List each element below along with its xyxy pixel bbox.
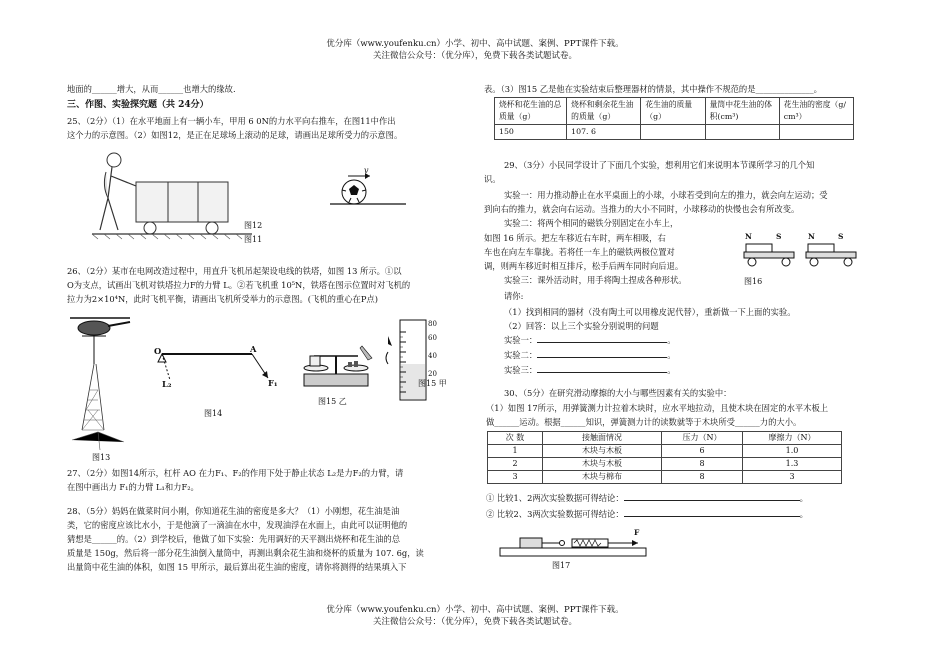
friction-header-surface: 接触面情况 (543, 432, 662, 445)
density-cell-density[interactable] (779, 125, 853, 140)
answer-exp1-label: 实验一： (504, 335, 538, 345)
fig16-caption: 图16 (744, 277, 763, 286)
q28-line-4: 质量是 150g，然后将一部分花生油倒入量筒中，再测出剩余花生油和烧杯的质量为 107. 6g，读 (67, 548, 424, 558)
exp1-line-2: 到向右的推力，就会向右运动。当推力的大小不同时，小球移动的快慢也会有所改变。 (484, 204, 800, 214)
footer-line-1: 优分库（www.youfenku.cn）小学、初中、高中试题、案例、PPT课件下载。 (326, 605, 624, 615)
answer-exp3-blank[interactable] (537, 363, 667, 373)
q27-line-2: 在图中画出力 F₁的力臂 L₁和力F₂。 (67, 482, 199, 492)
compare-1-row: ① 比较1、2两次实验数据可得结论： 。 (486, 493, 808, 503)
cylinder-tick-60: 60 (428, 334, 437, 342)
q28-line-3: 猜想是______的。（2）到学校后，他做了如下实验：先用调好的天平测出烧杯和花生油的总 (67, 534, 401, 544)
q26-line-2: O为支点，试画出飞机对铁塔拉力F的力臂 L。②若飞机重 10⁵N，铁塔在图示位置时对飞机的 (67, 280, 411, 290)
answer-exp2-label: 实验二： (504, 350, 538, 360)
q25-line-1: 25、（2分）（1）在水平地面上有一辆小车，甲用 6 0N的力水平向右推车，在图11中作出 (67, 116, 396, 126)
q29-line-2: 识。 (484, 174, 501, 184)
ask-line: 请你: (504, 291, 524, 301)
ball-velocity-label: v (364, 166, 369, 175)
friction-cell: 3 (488, 471, 543, 484)
friction-cell: 木块与棉布 (543, 471, 662, 484)
friction-cell: 木块与木板 (543, 445, 662, 458)
figure-16-magnet-carts (740, 232, 870, 276)
answer-exp3-label: 实验三： (504, 365, 538, 375)
friction-header-pressure: 压力（N） (662, 432, 743, 445)
header-line-1: 优分库（www.youfenku.cn）小学、初中、高中试题、案例、PPT课件下载。 (326, 39, 624, 49)
exp3-line: 实验三：课外活动时，用手将陶土捏成各种形状。 (504, 275, 687, 285)
exp2-line-4: 调，则两车移近时相互排斥，松手后两车同时向后退。 (484, 261, 684, 271)
friction-table (487, 431, 842, 484)
compare-1-blank[interactable] (624, 491, 800, 501)
magnet-right-N: N (808, 232, 815, 241)
friction-header-trial: 次 数 (488, 432, 543, 445)
q26-line-1: 26、（2分）某市在电网改造过程中，用直升飞机吊起架设电线的铁塔，如图 13 所示。①以 (67, 266, 402, 276)
friction-cell: 1.3 (743, 458, 842, 471)
answer-exp3-row: 实验三： 。 (504, 365, 676, 375)
exp2-line-3: 车也在向左车靠拢。若将任一车上的磁铁两极位置对 (484, 247, 675, 257)
q28-line-2: 类，它的密度应该比水小，于是他滴了一滴油在水中，发现油浮在水面上，由此可以证明他的 (67, 520, 408, 530)
magnet-left-S: S (776, 232, 782, 241)
friction-cell: 1.0 (743, 445, 842, 458)
exp1-line-1: 实验一：用力推动静止在水平桌面上的小球，小球若受到向左的推力，就会向左运动；受 (504, 190, 828, 200)
friction-row (488, 458, 842, 471)
figure-15b-balance (296, 344, 378, 392)
lever-L2: L₂ (162, 379, 172, 389)
friction-cell: 8 (662, 458, 743, 471)
friction-cell: 8 (662, 471, 743, 484)
fig15a-caption: 图15 甲 (418, 379, 447, 388)
compare-2-label: ② 比较2、3两次实验数据可得结论： (486, 509, 624, 519)
lever-F1: F₁ (268, 378, 278, 388)
compare-1-label: ① 比较1、2两次实验数据可得结论： (486, 493, 624, 503)
q30-line-2: （1）如图 17所示，用弹簧测力计拉着木块时，应水平地拉动，且使木块在固定的水平木板上 (486, 403, 829, 413)
density-header-4: 量筒中花生油的体积(cm³) (705, 98, 779, 125)
fig11-caption: 图11 (244, 235, 263, 244)
exp2-line-1: 实验二：将两个相同的磁铁分别固定在小车上， (504, 218, 679, 228)
q24-carry-line: 地面的______增大，从而______也增大的缘故. (67, 84, 236, 94)
density-header-1: 烧杯和花生油的总质量（g） (495, 98, 567, 125)
fig13-caption: 图13 (92, 453, 111, 462)
density-cell-total-mass: 150 (495, 125, 567, 140)
answer-exp2-blank[interactable] (537, 348, 667, 358)
fig17-caption: 图17 (552, 561, 571, 570)
fig17-force-label: F (634, 528, 640, 537)
figure-17-spring-scale (498, 528, 648, 558)
q30-line-1: 30、（5分）在研究滑动摩擦的大小与哪些因素有关的实验中： (504, 388, 732, 398)
ask-1: （1）找到相同的器材（没有陶土可以用橡皮泥代替），重新做一下上面的实验。 (504, 307, 796, 317)
q27-line-1: 27、（2分）如图14所示，杠杆 AO 在力F₁、F₂的作用下处于静止状态 L₂是力F₂的力臂，请 (67, 468, 404, 478)
density-header-2: 烧杯和剩余花生油的质量（g） (567, 98, 641, 125)
section-title: 三、作图、实验探究题（共 24分） (67, 100, 209, 110)
q25-line-2: 这个力的示意图。（2）如图12，是正在足球场上滚动的足球，请画出足球所受力的示意图。 (67, 130, 403, 140)
magnet-left-N: N (745, 232, 752, 241)
friction-cell: 木块与木板 (543, 458, 662, 471)
cylinder-tick-40: 40 (428, 352, 437, 360)
q28-continued: 表。（3）图15 乙是他在实验结束后整理器材的情景，其中操作不规范的是______________。 (484, 84, 822, 94)
q30-line-3: 做______运动。根据______知识，弹簧测力计的读数就等于木块所受______力的大小。 (486, 417, 802, 427)
q28-line-1: 28、（5分）妈妈在做菜时问小刚，你知道花生油的密度是多大？（1）小刚想，花生油是油 (67, 506, 400, 516)
friction-cell: 1 (488, 445, 543, 458)
density-cell-remaining-mass: 107. 6 (567, 125, 641, 140)
header-line-2: 关注微信公众号：（优分库），免费下载各类试题试卷。 (372, 51, 577, 61)
figure-11-cart (92, 150, 252, 240)
cylinder-tick-20: 20 (428, 370, 437, 378)
figure-13-helicopter (68, 312, 134, 452)
fig12-caption: 图12 (244, 221, 263, 230)
answer-exp2-row: 实验二： 。 (504, 350, 676, 360)
q29-line-1: 29、（3分）小民同学设计了下面几个实验，想利用它们来说明本节课所学习的几个知 (504, 160, 815, 170)
lever-point-A: A (250, 344, 257, 354)
compare-2-blank[interactable] (624, 507, 800, 517)
fig14-caption: 图14 (204, 409, 223, 418)
friction-cell: 2 (488, 458, 543, 471)
cylinder-tick-80: 80 (428, 320, 437, 328)
friction-row (488, 471, 842, 484)
footer-line-2: 关注微信公众号：（优分库），免费下载各类试题试卷。 (372, 617, 577, 627)
q26-line-3: 拉力为2×10⁴N，此时飞机平衡，请画出飞机所受举力的示意图。(飞机的重心在P点) (67, 294, 378, 304)
answer-exp1-blank[interactable] (537, 333, 667, 343)
density-cell-volume[interactable] (705, 125, 779, 140)
density-header-5: 花生油的密度（g/ cm³） (779, 98, 853, 125)
friction-row (488, 445, 842, 458)
density-table (494, 97, 854, 140)
friction-cell: 3 (743, 471, 842, 484)
friction-header-friction: 摩擦力（N） (743, 432, 842, 445)
density-cell-oil-mass[interactable] (641, 125, 705, 140)
answer-exp1-row: 实验一： 。 (504, 335, 676, 345)
compare-2-row: ② 比较2、3两次实验数据可得结论： 。 (486, 509, 808, 519)
lever-point-O: O (154, 346, 162, 356)
ask-2: （2）回答：以上三个实验分别说明的问题 (504, 321, 659, 331)
q28-line-5: 出量筒中花生油的体积，如图 15 甲所示，最后算出花生油的密度，请你将测得的结果填入下 (67, 562, 407, 572)
friction-cell: 6 (662, 445, 743, 458)
magnet-right-S: S (838, 232, 844, 241)
exp2-line-2: 如图 16 所示。把左车移近右车时，两车相吸，右 (484, 233, 666, 243)
density-header-3: 花生油的质量（g） (641, 98, 705, 125)
fig15b-caption: 图15 乙 (318, 397, 347, 406)
